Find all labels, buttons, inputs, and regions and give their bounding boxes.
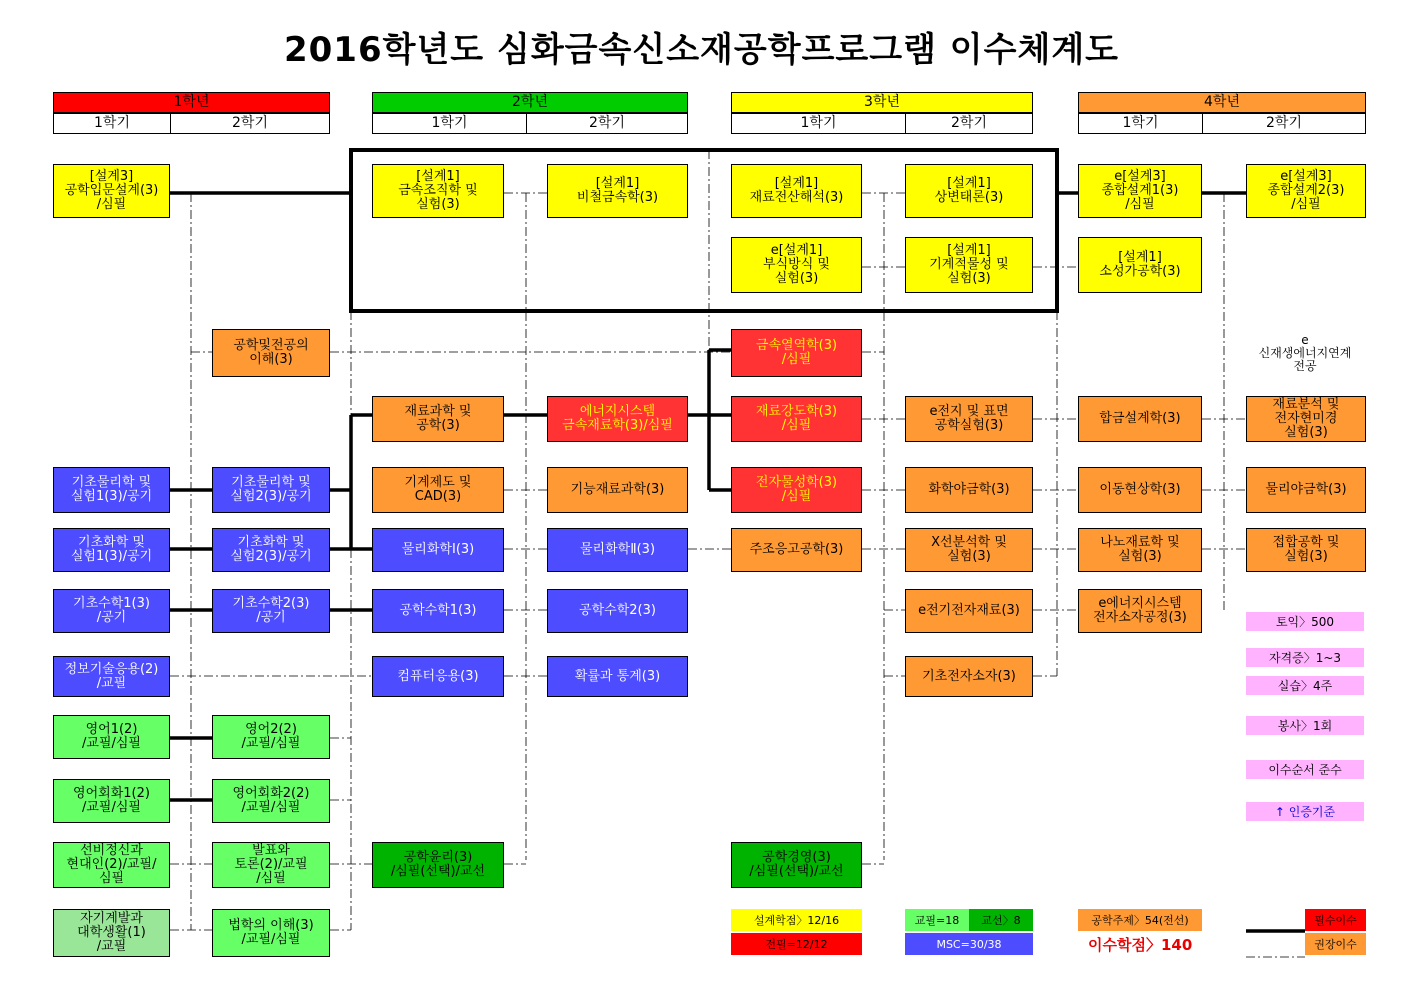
note-certificate: 자격증〉1~3	[1246, 648, 1364, 667]
course-c13: 재료과학 및 공학(3)	[372, 396, 504, 442]
course-c33: 나노재료학 및 실험(3)	[1078, 528, 1202, 572]
course-c42: 컴퓨터응용(3)	[372, 656, 504, 697]
course-c27: 기초화학 및 실험1(3)/공기	[53, 528, 170, 572]
course-c6: e[설계3] 종합설계1(3) /심필	[1078, 164, 1202, 218]
course-c44: 기초전자소자(3)	[905, 656, 1033, 697]
course-c45: 영어1(2) /교필/심필	[53, 715, 170, 759]
semester-header-3-1: 1학기	[731, 113, 906, 134]
semester-header-1-1: 1학기	[53, 113, 171, 134]
semester-header-1-2: 2학기	[170, 113, 330, 134]
course-c8: e[설계1] 부식방식 및 실험(3)	[731, 237, 862, 293]
course-c18: 재료분석 및 전자현미경 실험(3)	[1246, 396, 1366, 442]
course-c50: 발표와 토론(2)/교필 /심필	[212, 842, 330, 888]
course-c15: 재료강도학(3) /심필	[731, 396, 862, 442]
course-c47: 영어회화1(2) /교필/심필	[53, 779, 170, 823]
course-c49: 선비정신과 현대인(2)/교필/ 심필	[53, 842, 170, 888]
note-accreditation: ↑ 인증기준	[1246, 802, 1364, 821]
semester-header-3-2: 2학기	[905, 113, 1033, 134]
legend-total-credits: 이수학점〉140	[1088, 936, 1193, 954]
course-c20: 기초물리학 및 실험2(3)/공기	[212, 467, 330, 513]
legend-major-topic: 공학주제〉54(전선)	[1078, 909, 1202, 931]
legend-required-flow: 필수이수	[1305, 909, 1366, 931]
course-c37: 공학수학1(3)	[372, 589, 504, 633]
note-toeic: 토익〉500	[1246, 612, 1364, 631]
legend-core-required: 전필=12/12	[731, 933, 862, 955]
course-c28: 기초화학 및 실험2(3)/공기	[212, 528, 330, 572]
course-c35: 기초수학1(3) /공기	[53, 589, 170, 633]
course-c1: [설계3] 공학입문설계(3) /심필	[53, 164, 170, 218]
course-c40: e에너지시스템 전자소자공정(3)	[1078, 589, 1202, 633]
year-header-2: 2학년	[372, 92, 688, 113]
course-c25: 이동현상학(3)	[1078, 467, 1202, 513]
legend-recommended-flow: 권장이수	[1305, 933, 1366, 955]
course-c2: [설계1] 금속조직학 및 실험(3)	[372, 164, 504, 218]
course-c54: 법학의 이해(3) /교필/심필	[212, 909, 330, 957]
semester-header-4-2: 2학기	[1202, 113, 1366, 134]
course-c16: e전지 및 표면 공학실험(3)	[905, 396, 1033, 442]
legend-msc: MSC=30/38	[905, 933, 1033, 955]
year-header-1: 1학년	[53, 92, 330, 113]
course-c9: [설계1] 기계적물성 및 실험(3)	[905, 237, 1033, 293]
note-volunteer: 봉사〉1회	[1246, 716, 1364, 735]
semester-header-2-2: 2학기	[526, 113, 688, 134]
legend-design-credits: 설계학점〉12/16	[731, 909, 862, 931]
course-c32: X선분석학 및 실험(3)	[905, 528, 1033, 572]
course-c30: 물리화학Ⅱ(3)	[547, 528, 688, 572]
course-c22: 기능재료과학(3)	[547, 467, 688, 513]
course-c29: 물리화학Ⅰ(3)	[372, 528, 504, 572]
course-c31: 주조응고공학(3)	[731, 528, 862, 572]
course-c3: [설계1] 비철금속학(3)	[547, 164, 688, 218]
course-c14: 에너지시스템 금속재료학(3)/심필	[547, 396, 688, 442]
course-c23: 전자물성학(3) /심필	[731, 467, 862, 513]
year-header-4: 4학년	[1078, 92, 1366, 113]
course-c48: 영어회화2(2) /교필/심필	[212, 779, 330, 823]
course-c24: 화학야금학(3)	[905, 467, 1033, 513]
course-c12: 금속열역학(3) /심필	[731, 329, 862, 377]
course-c21: 기계제도 및 CAD(3)	[372, 467, 504, 513]
course-c19: 기초물리학 및 실험1(3)/공기	[53, 467, 170, 513]
track-label: e 신재생에너지연계 전공	[1258, 333, 1352, 373]
course-c7: e[설계3] 종합설계2(3) /심필	[1246, 164, 1366, 218]
course-c5: [설계1] 상변태론(3)	[905, 164, 1033, 218]
note-order: 이수순서 준수	[1246, 760, 1364, 779]
course-c52: 공학경영(3) /심필(선택)/교선	[731, 842, 862, 888]
course-c10: [설계1] 소성가공학(3)	[1078, 237, 1202, 293]
course-c11: 공학및전공의 이해(3)	[212, 329, 330, 377]
course-c4: [설계1] 재료전산해석(3)	[731, 164, 862, 218]
course-c53: 자기계발과 대학생활(1) /교필	[53, 909, 170, 957]
course-c17: 합금설계학(3)	[1078, 396, 1202, 442]
course-c46: 영어2(2) /교필/심필	[212, 715, 330, 759]
course-c43: 확률과 통계(3)	[547, 656, 688, 697]
page-title: 2016학년도 심화금속신소재공학프로그램 이수체계도	[283, 30, 1120, 70]
course-c51: 공학윤리(3) /심필(선택)/교선	[372, 842, 504, 888]
year-header-3: 3학년	[731, 92, 1033, 113]
course-c26: 물리야금학(3)	[1246, 467, 1366, 513]
course-c38: 공학수학2(3)	[547, 589, 688, 633]
course-c36: 기초수학2(3) /공기	[212, 589, 330, 633]
legend-liberal-elective: 교선〉8	[969, 909, 1033, 931]
note-practice: 실습〉4주	[1246, 676, 1364, 695]
semester-header-4-1: 1학기	[1078, 113, 1203, 134]
course-c39: e전기전자재료(3)	[905, 589, 1033, 633]
semester-header-2-1: 1학기	[372, 113, 527, 134]
course-c41: 정보기술응용(2) /교필	[53, 656, 170, 697]
course-c34: 접합공학 및 실험(3)	[1246, 528, 1366, 572]
legend-liberal-required: 교필=18	[905, 909, 969, 931]
